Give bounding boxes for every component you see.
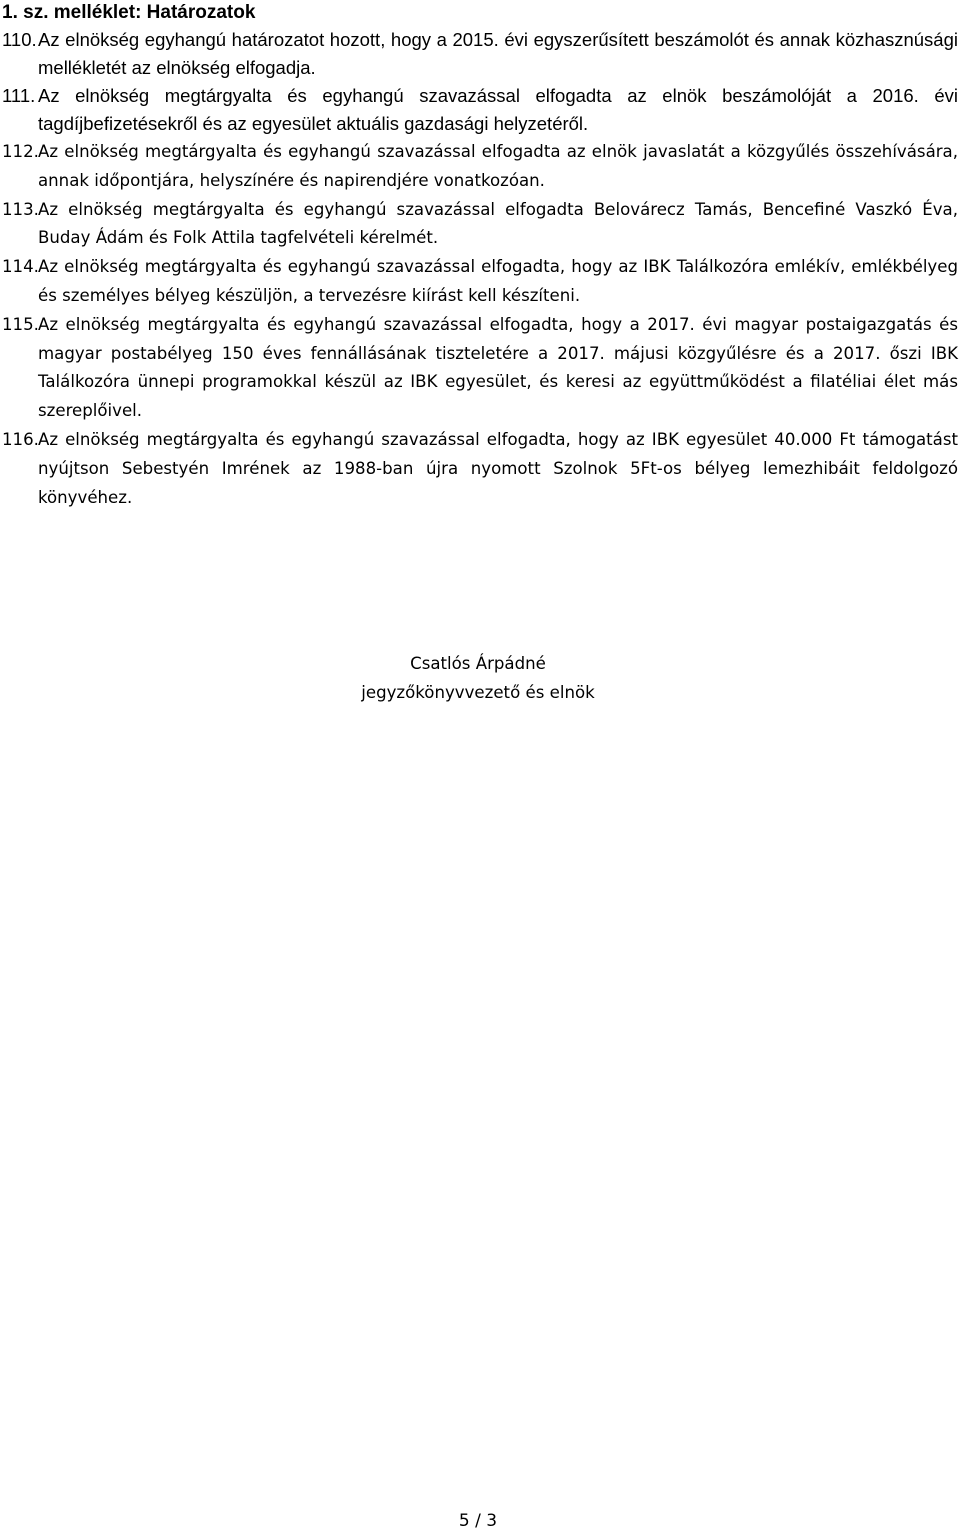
resolution-item-116 (0, 426, 958, 512)
resolution-item-110 (0, 26, 958, 82)
resolution-item-111 (0, 82, 958, 138)
resolution-text: Az elnökség megtárgyalta és egyhangú szavazással elfogadta, hogy az IBK egyesület 40.000 Ft támogatást nyújtson Sebestyén Imrének az 1988-ban újra nyomott Szolnok 5Ft-os bélyeg lemezhibáit feldolgozó könyvéhez. (38, 429, 958, 507)
resolution-item-113 (0, 196, 958, 254)
signature-name: Csatlós Árpádné (410, 654, 546, 673)
page-number: 5 / 3 (458, 1511, 498, 1531)
resolution-text: Az elnökség egyhangú határozatot hozott, hogy a 2015. évi egyszerűsített beszámolót és annak közhasznúsági mellékletét az elnökség elfogadja. (38, 29, 958, 78)
resolution-number: 115. (2, 314, 39, 334)
resolution-number: 110. (2, 29, 37, 50)
resolution-text: Az elnökség megtárgyalta és egyhangú szavazással elfogadta az elnök beszámolóját a 2016. évi tagdíjbefizetésekről és az egyesület aktuális gazdasági helyzetéről. (38, 85, 958, 134)
resolution-item-114 (0, 253, 958, 311)
resolution-number: 112. (2, 142, 39, 161)
resolution-item-115 (0, 311, 958, 426)
resolution-number: 114. (2, 257, 39, 277)
resolution-number: 116. (2, 429, 39, 449)
resolution-text: Az elnökség megtárgyalta és egyhangú szavazással elfogadta, hogy a 2017. évi magyar postaigazgatás és magyar postabélyeg 150 éves fennállásának tiszteletére a 2017. májusi közgyűlésre és a 2017. őszi IBK Találkozóra ünnepi programokkal készül az IBK egyesület, és keresi az együttműködést a filatéliai élet más szereplőivel. (38, 314, 958, 421)
resolution-number: 113. (2, 199, 39, 219)
signature-role: jegyzőkönyvvezető és elnök (361, 683, 595, 702)
resolution-number: 111. (2, 85, 36, 106)
signature-block (0, 649, 956, 707)
page-title: 1. sz. melléklet: Határozatok (2, 2, 256, 23)
resolution-text: Az elnökség megtárgyalta és egyhangú szavazással elfogadta Belovárecz Tamás, Bencefiné Vaszkó Éva, Buday Ádám és Folk Attila tagfelvételi kérelmét. (38, 199, 958, 248)
resolution-text: Az elnökség megtárgyalta és egyhangú szavazással elfogadta az elnök javaslatát a közgyűlés összehívására, annak időpontjára, helyszínére és napirendjére vonatkozóan. (38, 142, 958, 190)
resolution-list (0, 26, 958, 512)
resolution-item-112 (0, 138, 958, 196)
resolution-text: Az elnökség megtárgyalta és egyhangú szavazással elfogadta, hogy az IBK Találkozóra emlékív, emlékbélyeg és személyes bélyeg készüljön, a tervezésre kiírást kell készíteni. (38, 257, 958, 305)
